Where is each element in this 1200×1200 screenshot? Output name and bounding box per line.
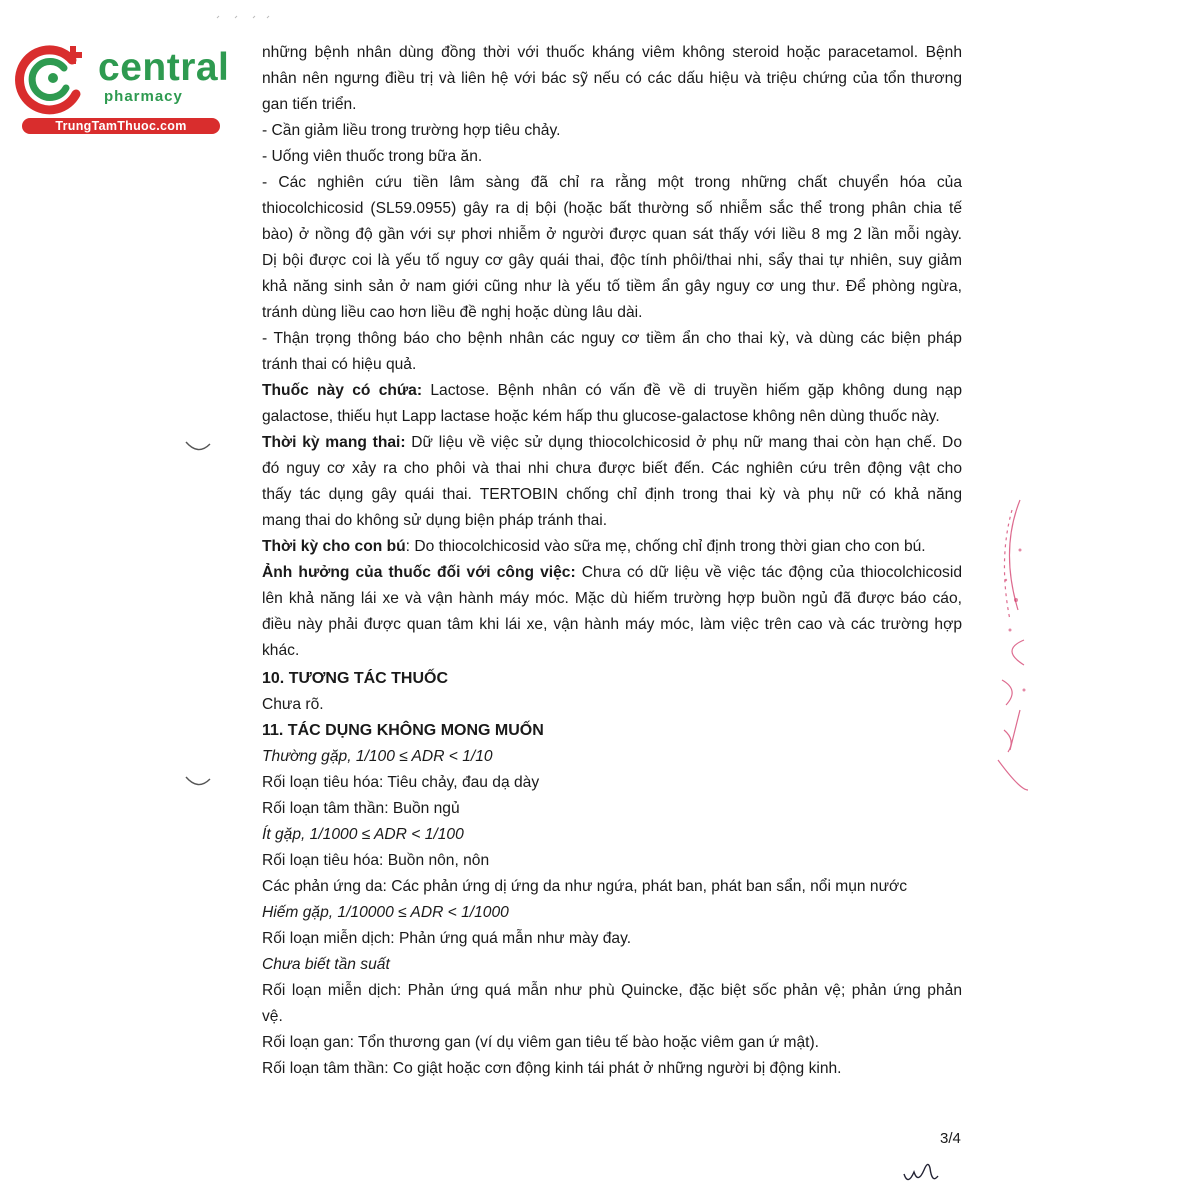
text-line: Rối loạn miễn dịch: Phản ứng quá mẫn như mày đay. xyxy=(262,930,632,947)
text-line: Rối loạn tâm thần: Co giật hoặc cơn động kinh tái phát ở những người bị động kinh. xyxy=(262,1060,842,1077)
text-line: mang thai do không sử dụng biện pháp tránh thai. xyxy=(262,512,608,529)
text-line: Rối loạn gan: Tổn thương gan (ví dụ viêm gan tiêu tế bào hoặc viêm gan ứ mật). xyxy=(262,1034,819,1051)
pregnancy-text: Dữ liệu về việc sử dụng thiocolchicosid ở phụ nữ mang thai còn hạn chế. Do xyxy=(405,434,962,451)
partial-stamp xyxy=(980,490,1040,800)
text-line: - Các nghiên cứu tiền lâm sàng đã chỉ ra rằng một trong những chất chuyển hóa của xyxy=(262,174,962,191)
text-line: Chưa rõ. xyxy=(262,696,324,713)
text-line: nhân nên ngưng điều trị và liên hệ với bác sỹ nếu có các dấu hiệu và triệu chứng của tổn thương xyxy=(262,70,962,87)
text-line: thiocolchicosid (SL59.0955) gây ra dị bội (hoặc bất thường số nhiễm sắc thể trong phân chia tế xyxy=(262,200,962,217)
section-heading-11: 11. TÁC DỤNG KHÔNG MONG MUỐN xyxy=(262,722,544,739)
punch-hole-mark xyxy=(184,775,212,789)
punch-hole-mark xyxy=(184,440,212,454)
brand-name: central xyxy=(98,46,230,89)
text-line: vệ. xyxy=(262,1008,283,1025)
text-line: những bệnh nhân dùng đồng thời với thuốc kháng viêm không steroid hoặc paracetamol. Bệnh xyxy=(262,44,962,61)
frequency-label: Thường gặp, 1/100 ≤ ADR < 1/10 xyxy=(262,748,493,765)
text-line: Dị bội được coi là yếu tố nguy cơ gây quái thai, độc tính phôi/thai nhi, sẩy thai tự nhiên, suy giảm xyxy=(262,252,962,269)
work-label: Ảnh hưởng của thuốc đối với công việc: xyxy=(262,564,576,581)
breastfeeding-label: Thời kỳ cho con bú xyxy=(262,538,406,555)
section-heading-10: 10. TƯƠNG TÁC THUỐC xyxy=(262,670,449,687)
text-line: đó nguy cơ xảy ra cho phôi và thai nhi chưa được biết đến. Các nghiên cứu trên động vật cho xyxy=(262,460,962,477)
text-line: bào) ở nồng độ gần với sự phơi nhiễm ở người được quan sát thấy với liều 8 mg 2 lần mỗi ngày. xyxy=(262,226,962,243)
frequency-label: Hiếm gặp, 1/10000 ≤ ADR < 1/1000 xyxy=(262,904,509,921)
frequency-label: Ít gặp, 1/1000 ≤ ADR < 1/100 xyxy=(262,826,464,843)
text-line: khác. xyxy=(262,642,300,659)
text-line: Các phản ứng da: Các phản ứng dị ứng da như ngứa, phát ban, phát ban sẩn, nổi mụn nước xyxy=(262,878,908,895)
text-line: galactose, thiếu hụt Lapp lactase hoặc kém hấp thu glucose-galactose không nên dùng thuốc này. xyxy=(262,408,940,425)
bullet-line: - Uống viên thuốc trong bữa ăn. xyxy=(262,148,483,165)
text-line: điều này phải được quan tâm khi lái xe, vận hành máy móc, làm việc trên cao và các trường hợp xyxy=(262,616,962,633)
text-line: gan tiến triển. xyxy=(262,96,357,113)
text-line: lên khả năng lái xe và vận hành máy móc. Mặc dù hiếm trường hợp buồn ngủ đã được báo cáo, xyxy=(262,590,962,607)
text-line: Rối loạn miễn dịch: Phản ứng quá mẫn như phù Quincke, đặc biệt sốc phản vệ; phản ứng phản xyxy=(262,982,962,999)
breastfeeding-paragraph xyxy=(262,534,962,560)
pregnancy-paragraph xyxy=(262,430,962,456)
text-line: khả năng sinh sản ở nam giới cũng như là yếu tố tiềm ẩn gây nguy cơ ung thư. Để phòng ngừa, xyxy=(262,278,962,295)
lactose-label: Thuốc này có chứa: xyxy=(262,382,423,399)
pharmacy-logo-icon xyxy=(12,38,94,120)
bullet-line: - Cần giảm liều trong trường hợp tiêu chảy. xyxy=(262,122,561,139)
brand-url: TrungTamThuoc.com xyxy=(22,118,220,134)
central-pharmacy-logo[interactable] xyxy=(12,38,230,138)
text-line: tránh dùng liều cao hơn liều đề nghị hoặc dùng lâu dài. xyxy=(262,304,643,321)
text-line: thấy tác dụng gây quái thai. TERTOBIN chống chỉ định trong thai kỳ và phụ nữ có khả năng xyxy=(262,486,962,503)
document-page xyxy=(262,40,962,1082)
page-number: 3/4 xyxy=(940,1130,961,1147)
lactose-text: Lactose. Bệnh nhân có vấn đề về di truyền hiếm gặp không dung nạp xyxy=(422,382,963,399)
text-line: - Thận trọng thông báo cho bệnh nhân các nguy cơ tiềm ẩn cho thai kỳ, và dùng các biện pháp xyxy=(262,330,962,347)
text-line: Rối loạn tiêu hóa: Buồn nôn, nôn xyxy=(262,852,490,869)
work-paragraph xyxy=(262,560,962,586)
signature-mark xyxy=(900,1150,950,1190)
scan-marks xyxy=(215,12,275,22)
brand-subtitle: pharmacy xyxy=(104,88,183,105)
frequency-label: Chưa biết tần suất xyxy=(262,956,390,973)
text-line: tránh thai có hiệu quả. xyxy=(262,356,417,373)
work-text: Chưa có dữ liệu về việc tác động của thiocolchicosid xyxy=(575,564,962,581)
text-line: Rối loạn tiêu hóa: Tiêu chảy, đau dạ dày xyxy=(262,774,540,791)
lactose-paragraph xyxy=(262,378,962,404)
breastfeeding-text: : Do thiocolchicosid vào sữa mẹ, chống chỉ định trong thời gian cho con bú. xyxy=(405,538,926,555)
text-line: Rối loạn tâm thần: Buồn ngủ xyxy=(262,800,460,817)
pregnancy-label: Thời kỳ mang thai: xyxy=(262,434,406,451)
